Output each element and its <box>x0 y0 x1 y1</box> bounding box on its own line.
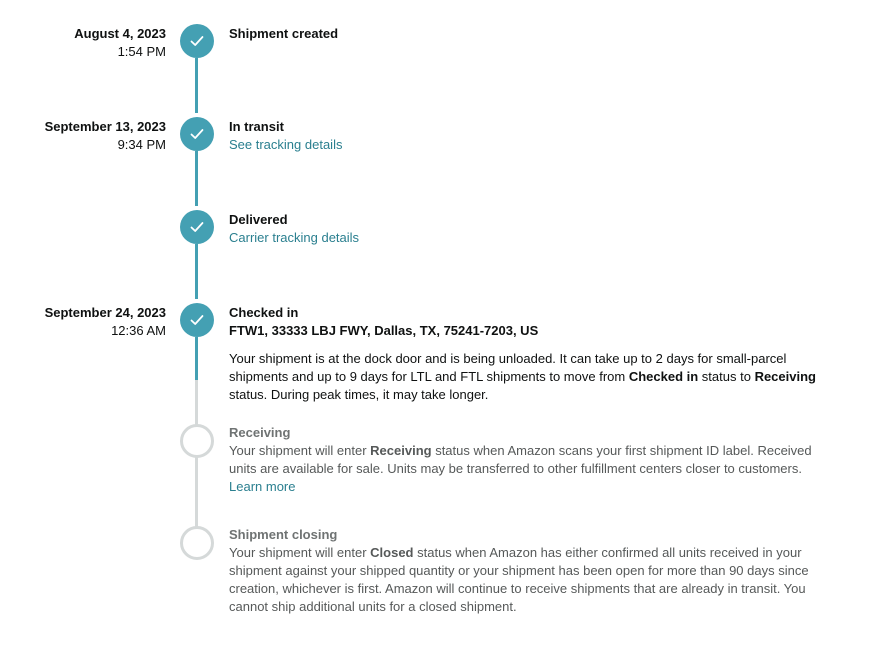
transit-title: In transit <box>229 119 284 134</box>
closing-status-dot <box>180 526 214 560</box>
checked-in-desc-bold-1: Checked in <box>628 369 699 384</box>
closing-desc-text-2: status when Amazon has either confirmed all units received in your shipment against your shipped quantity or your shipment has been open for more than 90 days since creation, whichever is first. Amazon will continue to receive shipments that are already in transit. You cannot ship additional units for a closed shipment. <box>229 545 809 614</box>
transit-status-dot <box>180 117 214 151</box>
timeline-connector-4 <box>195 337 198 380</box>
receiving-desc-text-2: status when Amazon scans your first shipment ID label. Received units are available for sale. Units may be transferred to other fulfillment centers closer to customers. <box>229 443 812 476</box>
created-date-block <box>0 25 166 61</box>
checked-in-desc-text-2: status to <box>698 369 755 384</box>
checked-in-content <box>229 304 829 404</box>
timeline-connector-6 <box>195 457 198 527</box>
receiving-status-dot <box>180 424 214 458</box>
checked-in-address: FTW1, 33333 LBJ FWY, Dallas, TX, 75241-7203, US <box>229 323 539 338</box>
closing-title: Shipment closing <box>229 527 338 542</box>
checked-in-desc-text-3: status. During peak times, it may take longer. <box>229 387 489 402</box>
checked-in-description <box>229 350 829 404</box>
timeline-connector-3 <box>195 244 198 299</box>
timeline-connector-1 <box>195 58 198 113</box>
transit-time: 9:34 PM <box>117 137 166 152</box>
closing-content <box>229 526 809 616</box>
check-icon <box>190 128 204 140</box>
delivered-status-dot <box>180 210 214 244</box>
receiving-description <box>229 442 829 496</box>
transit-date: September 13, 2023 <box>44 119 166 134</box>
delivered-content <box>229 211 829 247</box>
closing-desc-text-1: Your shipment will enter <box>229 545 371 560</box>
created-content <box>229 25 829 43</box>
receiving-title: Receiving <box>229 425 291 440</box>
checked-in-time: 12:36 AM <box>111 323 166 338</box>
closing-desc-bold-1: Closed <box>370 545 414 560</box>
transit-date-block <box>0 118 166 154</box>
created-date: August 4, 2023 <box>74 26 166 41</box>
closing-description <box>229 544 809 616</box>
receiving-desc-text-1: Your shipment will enter <box>229 443 371 458</box>
checked-in-desc-text-1: Your shipment is at the dock door and is being unloaded. It can take up to 2 days for small-parcel shipments and up to 9 days for LTL and FTL shipments to move from <box>229 351 787 384</box>
created-title: Shipment created <box>229 26 339 41</box>
checked-in-date: September 24, 2023 <box>44 305 166 320</box>
learn-more-link[interactable]: Learn more <box>229 479 296 494</box>
check-icon <box>190 35 204 47</box>
created-time: 1:54 PM <box>117 44 166 59</box>
check-icon <box>190 314 204 326</box>
timeline-connector-2 <box>195 151 198 206</box>
checked-in-desc-bold-2: Receiving <box>754 369 816 384</box>
see-tracking-details-link[interactable]: See tracking details <box>229 137 343 152</box>
transit-content <box>229 118 829 154</box>
check-icon <box>190 221 204 233</box>
checked-in-title: Checked in <box>229 305 299 320</box>
delivered-title: Delivered <box>229 212 288 227</box>
carrier-tracking-details-link[interactable]: Carrier tracking details <box>229 230 360 245</box>
checked-in-status-dot <box>180 303 214 337</box>
receiving-content <box>229 424 829 496</box>
created-status-dot <box>180 24 214 58</box>
timeline-connector-5 <box>195 380 198 426</box>
checked-in-date-block <box>0 304 166 340</box>
receiving-desc-bold-1: Receiving <box>370 443 432 458</box>
